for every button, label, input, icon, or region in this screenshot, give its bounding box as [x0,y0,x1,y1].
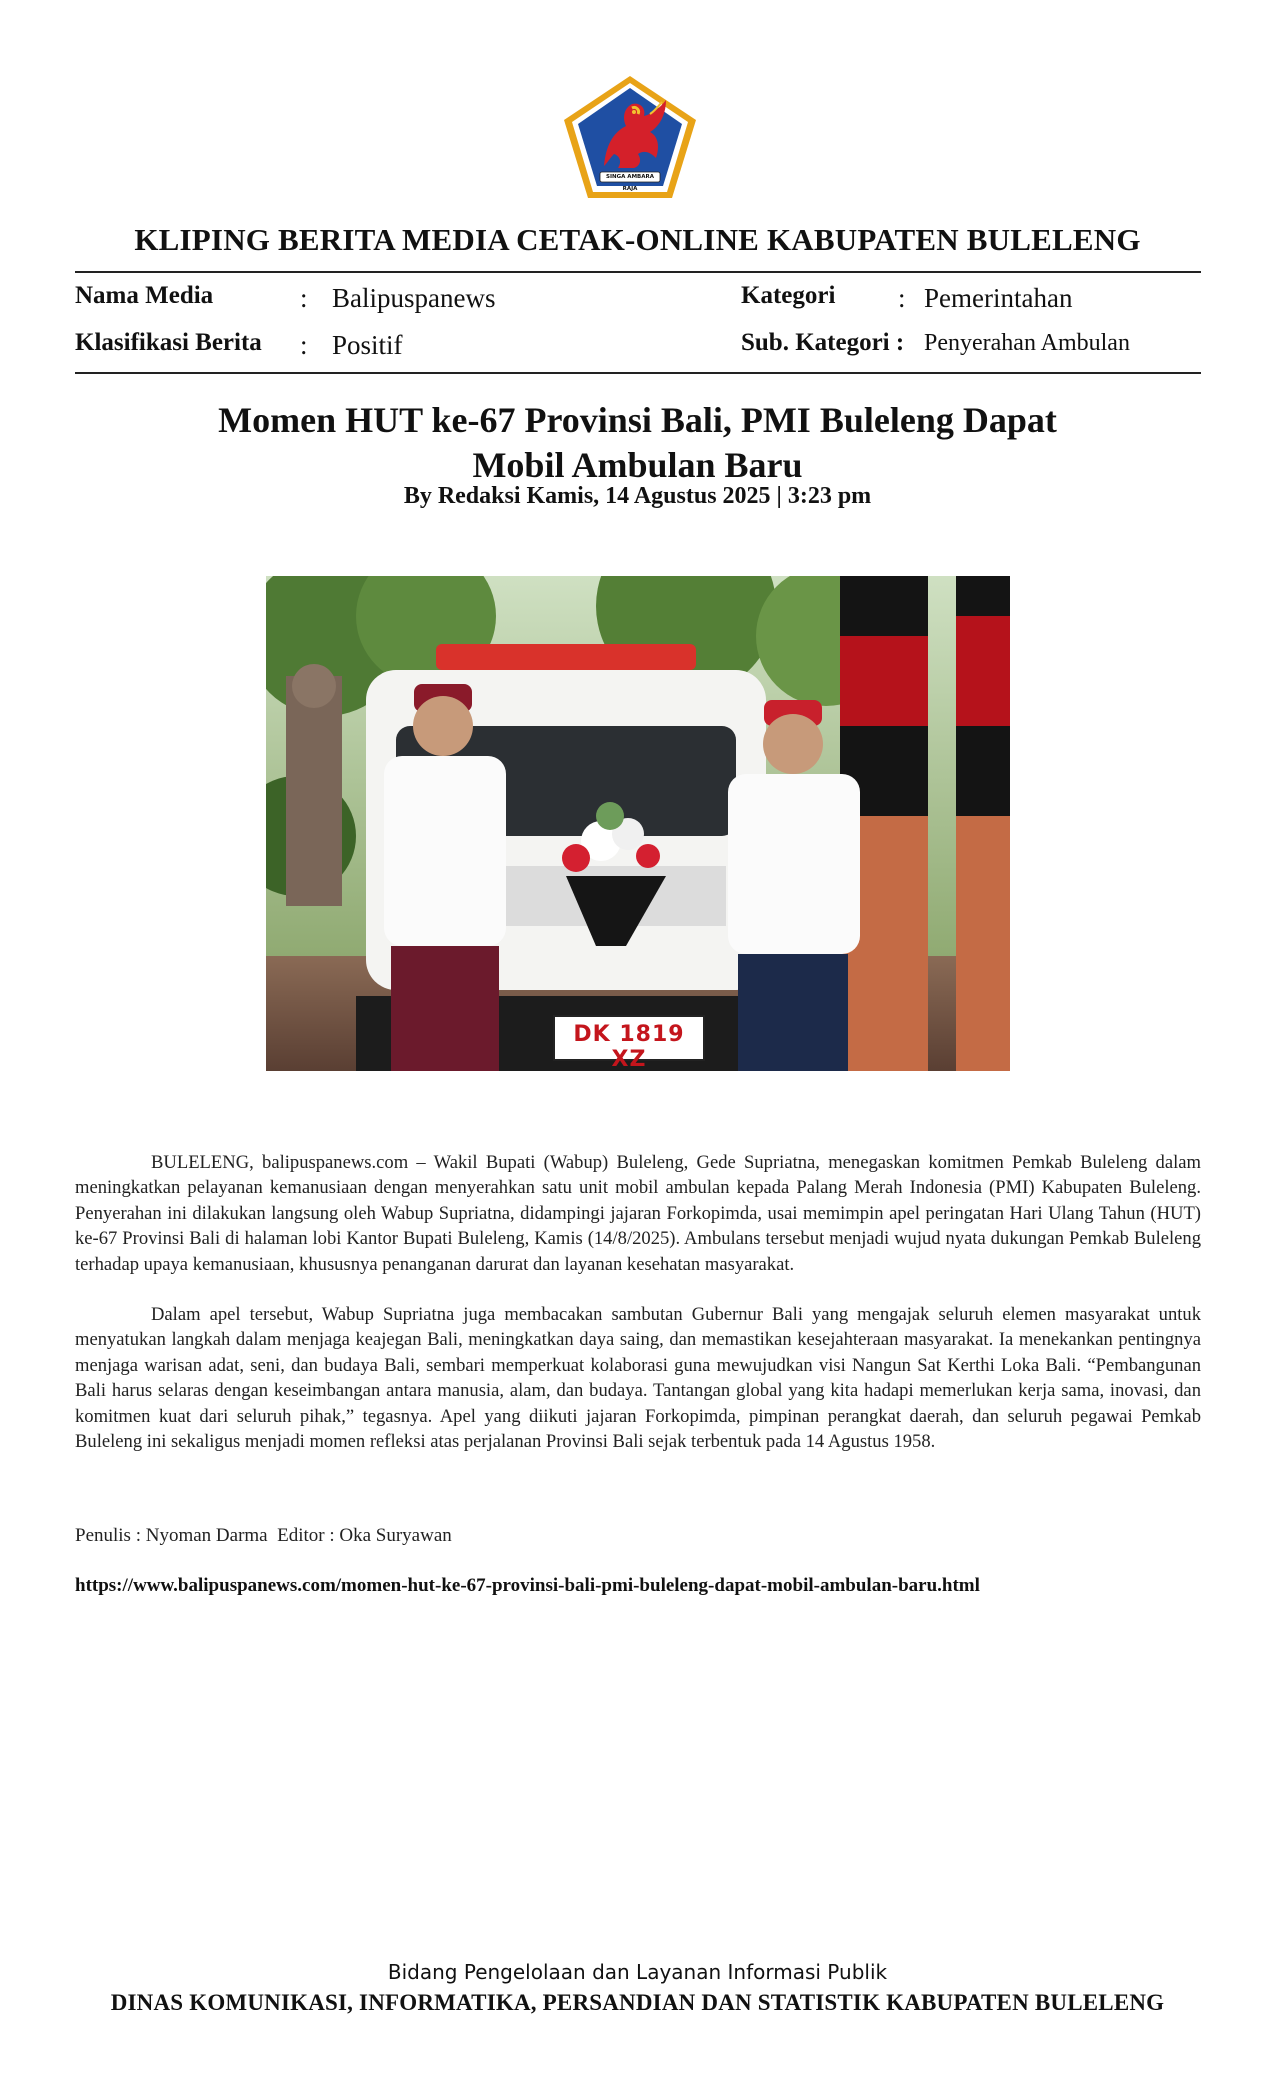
page-title: KLIPING BERITA MEDIA CETAK-ONLINE KABUPATEN BULELENG [134,222,1141,257]
article-headline [0,398,1275,488]
article-paragraph-1: BULELENG, balipuspanews.com – Wakil Bupati (Wabup) Buleleng, Gede Supriatna, menegaskan komitmen Pemkab Buleleng dalam meningkatkan pelayanan kemanusiaan dengan menyerahkan satu unit mobil ambulan kepada Palang Merah Indonesia (PMI) Kabupaten Buleleng. Penyerahan ini dilakukan langsung oleh Wabup Supriatna, didampingi jajaran Forkopimda, usai memimpin apel peringatan Hari Ulang Tahun (HUT) ke-67 Provinsi Bali di halaman lobi Kantor Bupati Buleleng, Kamis (14/8/2025). Ambulans tersebut menjadi wujud nyata dukungan Pemkab Buleleng terhadap upaya kemanusiaan, khususnya penanganan darurat dan layanan kesehatan masyarakat. [75,1152,1201,1275]
category-label: Kategori [741,282,836,309]
crest-motto: SINGA AMBARA RAJA [606,174,654,192]
divider-bottom [75,372,1201,374]
classification-label: Klasifikasi Berita [75,329,262,356]
article-body [75,1150,1201,1479]
media-colon: : [300,283,308,313]
headline-line-1: Momen HUT ke-67 Provinsi Bali, PMI Buleleng Dapat [218,400,1057,440]
media-value: Balipuspanews [332,283,496,313]
subcategory-value: Penyerahan Ambulan [924,330,1130,356]
classification-value: Positif [332,330,403,360]
buleleng-regency-crest-icon [562,74,698,202]
footer-agency: DINAS KOMUNIKASI, INFORMATIKA, PERSANDIAN DAN STATISTIK KABUPATEN BULELENG [110,1990,1165,2015]
ambulance-handover-photo [266,576,1010,1071]
license-plate-text: DK 1819 XZ [573,1022,685,1071]
divider-top [75,271,1201,273]
source-link[interactable]: https://www.balipuspanews.com/momen-hut-ke-67-provinsi-bali-pmi-buleleng-dapat-mobil-ambulan-baru.html [75,1575,980,1596]
category-value: Pemerintahan [924,283,1073,313]
media-label: Nama Media [75,282,214,309]
headline-line-2: Mobil Ambulan Baru [472,445,803,485]
category-colon: : [898,283,906,313]
subcategory-label: Sub. Kategori : [741,329,905,356]
article-byline: By Redaksi Kamis, 14 Agustus 2025 | 3:23 pm [403,483,872,509]
classification-colon: : [300,330,308,360]
footer-department: Bidang Pengelolaan dan Layanan Informasi Publik [387,1960,888,1984]
article-credits: Penulis : Nyoman Darma Editor : Oka Suryawan [75,1525,452,1546]
article-paragraph-2: Dalam apel tersebut, Wabup Supriatna juga membacakan sambutan Gubernur Bali yang mengajak seluruh elemen masyarakat untuk menyatukan langkah dalam menjaga keajegan Bali, meningkatkan daya saing, dan memastikan kesejahteraan masyarakat. Ia menekankan pentingnya menjaga warisan adat, seni, dan budaya Bali, sembari memperkuat kolaborasi guna mewujudkan visi Nangun Sat Kerthi Loka Bali. “Pembangunan Bali harus selaras dengan keseimbangan antara manusia, alam, dan budaya. Tantangan global yang kita hadapi memerlukan kerja sama, inovasi, dan komitmen kuat dari seluruh pihak,” tegasnya. Apel yang diikuti jajaran Forkopimda, pimpinan perangkat daerah, dan seluruh pegawai Pemkab Buleleng ini sekaligus menjadi momen refleksi atas perjalanan Provinsi Bali sejak terbentuk pada 14 Agustus 1958. [75,1304,1201,1453]
